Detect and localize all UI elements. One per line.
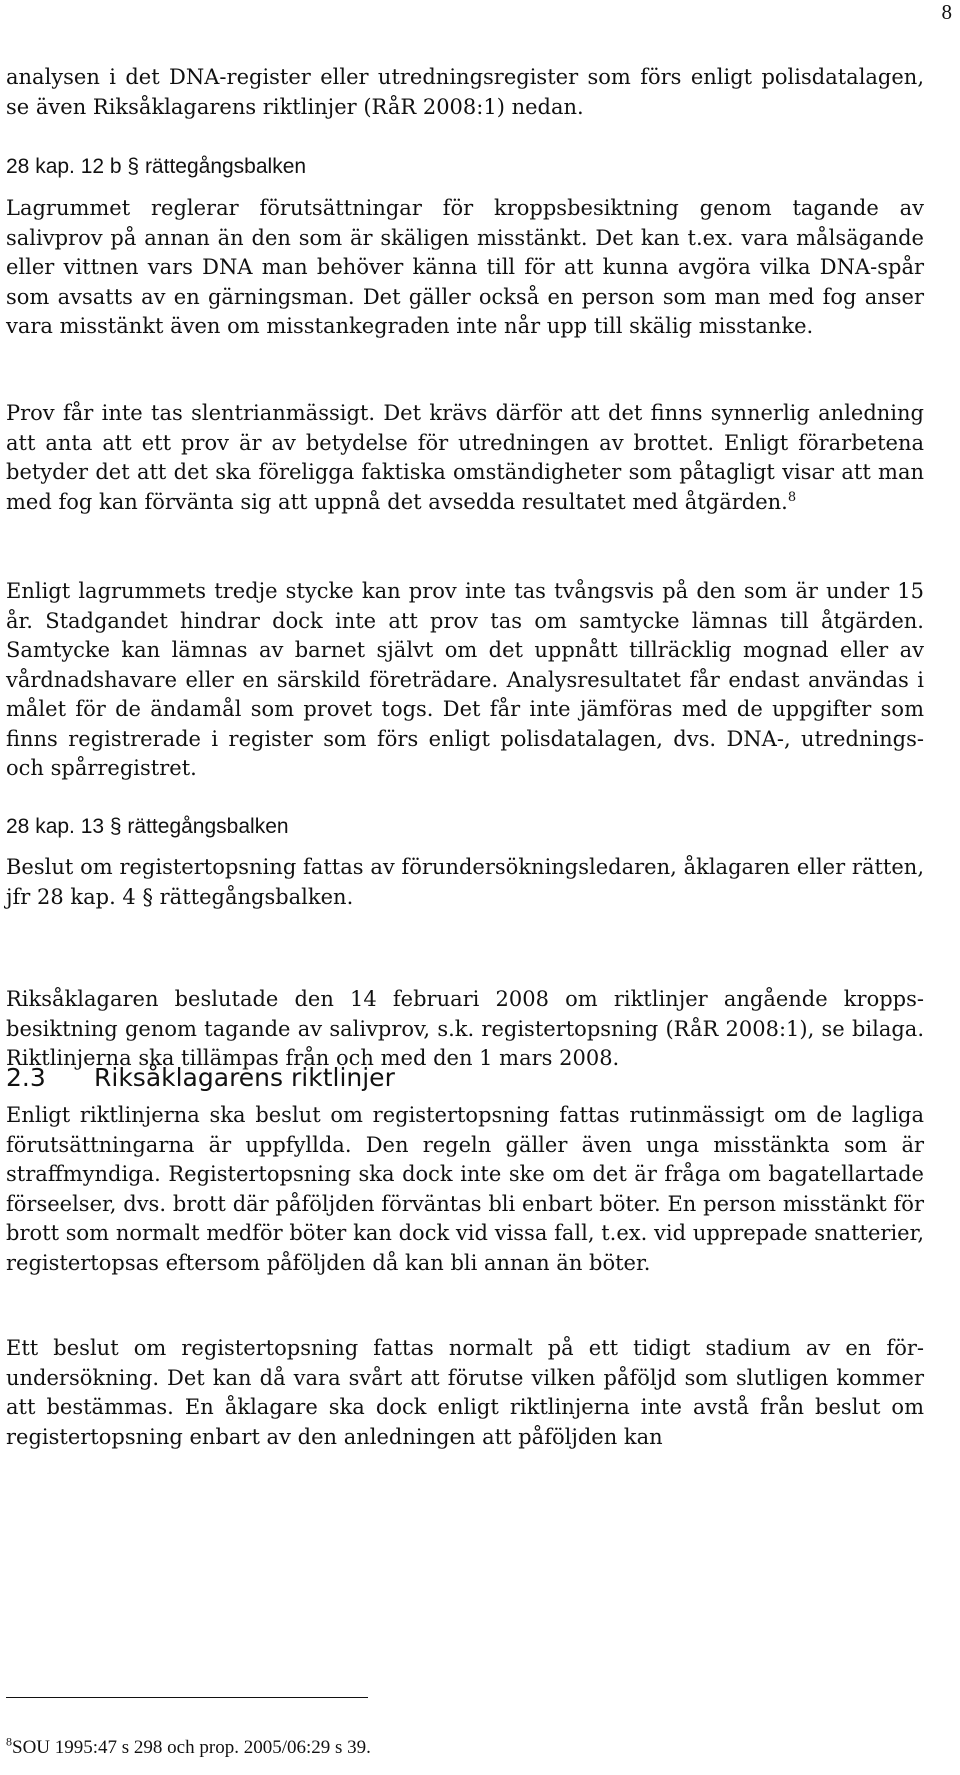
footnote-text: SOU 1995:47 s 298 och prop. 2005/06:29 s 39. bbox=[12, 1737, 371, 1758]
paragraph-riktlinjer-beslut: Riksåklagaren beslutade den 14 februari 2008 om riktlinjer angående kroppsbesiktning genom tagande av salivprov, s.k. registertopsning (RåR 2008:1), se bilaga. Riktlinjerna ska tillämpas från och med den 1 mars 2008. bbox=[6, 987, 924, 1070]
paragraph-prov bbox=[6, 399, 924, 517]
section-number: 2.3 bbox=[6, 1063, 46, 1092]
law-reference-12b: 28 kap. 12 b § rättegångsbalken bbox=[6, 155, 307, 178]
law-reference-13: 28 kap. 13 § rättegångsbalken bbox=[6, 815, 289, 838]
footnote-reference: 8 bbox=[787, 489, 797, 505]
paragraph-intro: analysen i det DNA-register eller utredningsregister som förs enligt polisdatalagen, se även Riksåklagarens riktlinjer (RåR 2008:1) nedan. bbox=[6, 65, 924, 119]
footnote-divider bbox=[6, 1697, 368, 1698]
paragraph-tredje-stycke: Enligt lagrummets tredje stycke kan prov inte tas tvångsvis på den som är under 15 år. Stadgandet hindrar dock inte att prov tas om samtycke lämnas till åtgärden. Samtycke kan lämnas av barnet självt om det uppnått tillräcklig mognad eller av vårdnadshavare eller en särskild företrädare. Analysresultatet får endast användas i målet för de ändamål som provet togs. Det får inte jämföras med de uppgifter som finns registrerade i register som förs enligt polisdatalagen, dvs. DNA-, utrednings- och spårregistret. bbox=[6, 579, 924, 780]
section-title: Riksåklagarens riktlinjer bbox=[94, 1063, 395, 1092]
paragraph-lagrummet: Lagrummet reglerar förutsättningar för kroppsbesiktning genom tagande av salivprov på annan än den som är skäligen misstänkt. Det kan t.ex. vara målsägande eller vittnen vars DNA man behöver känna till för att kunna avgöra vilka DNA-spår som avsatts av en gärningsman. Det gäller också en person som man med fog anser vara misstänkt även om misstankegraden inte når upp till skälig misstanke. bbox=[6, 196, 924, 338]
paragraph-enligt-riktlinjerna: Enligt riktlinjerna ska beslut om registertopsning fattas rutinmässigt om de lagliga förutsättningarna är uppfyllda. Den regeln gäller även unga misstänkta som är straffmyndiga. Registertopsning ska dock inte ske om det är fråga om bagatellartade förseelser, dvs. brott där påföljden förväntas bli enbart böter. En person misstänkt för brott som normalt medför böter kan dock vid vissa fall, t.ex. vid upprepade snatterier, registertopsas eftersom påföljden då kan bli annan än böter. bbox=[6, 1103, 924, 1275]
paragraph-tidigt-stadium: Ett beslut om registertopsning fattas normalt på ett tidigt stadium av en förundersökning. Det kan då vara svårt att förutse vilken påföljd som slutligen kommer att bestämmas. En åklagare ska dock enligt riktlinjerna inte avstå från beslut om registertopsning enbart av den anledningen att påföljden kan bbox=[6, 1336, 924, 1449]
footnote bbox=[6, 1734, 371, 1759]
paragraph-beslut: Beslut om registertopsning fattas av förundersökningsledaren, åklagaren eller rätten, jfr 28 kap. 4 § rättegångsbalken. bbox=[6, 855, 924, 909]
paragraph-prov-text: Prov får inte tas slentrianmässigt. Det krävs därför att det finns synnerlig anledning att anta att ett prov är av betydelse för utredningen av brottet. Enligt förarbetena betyder det att det ska föreligga faktiska omständigheter som påtagligt visar att man med fog kan förvänta sig att uppnå det avsedda resultatet med åtgärden. bbox=[6, 401, 924, 514]
page-number: 8 bbox=[941, 0, 952, 24]
footnote-mark: 8 bbox=[6, 1734, 12, 1749]
